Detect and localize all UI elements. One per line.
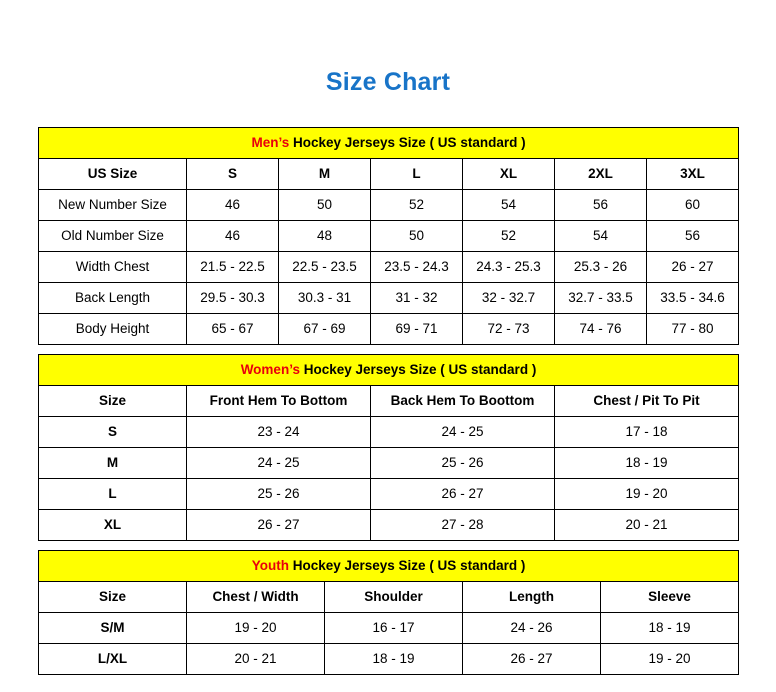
womens-row-0-cell-2: 24 - 25 (371, 417, 555, 448)
mens-row-2-cell-2: 22.5 - 23.5 (279, 252, 371, 283)
mens-row-3-cell-5: 32.7 - 33.5 (555, 283, 647, 314)
table-row (39, 283, 739, 314)
section-divider-1 (38, 345, 738, 354)
mens-row-4-cell-2: 67 - 69 (279, 314, 371, 345)
mens-row-4-label: Body Height (39, 314, 187, 345)
mens-row-1-cell-5: 54 (555, 221, 647, 252)
womens-row-2-cell-2: 26 - 27 (371, 479, 555, 510)
mens-row-0-cell-2: 50 (279, 190, 371, 221)
youth-col-4: Sleeve (601, 582, 739, 613)
womens-row-0-label: S (39, 417, 187, 448)
youth-row-1-cell-4: 19 - 20 (601, 644, 739, 675)
youth-row-1-cell-2: 18 - 19 (325, 644, 463, 675)
mens-row-4-cell-6: 77 - 80 (647, 314, 739, 345)
mens-column-header-row (39, 159, 739, 190)
table-row (39, 190, 739, 221)
youth-section-header (39, 551, 739, 582)
womens-row-2-cell-1: 25 - 26 (187, 479, 371, 510)
womens-row-3-cell-2: 27 - 28 (371, 510, 555, 541)
mens-row-4-cell-5: 74 - 76 (555, 314, 647, 345)
youth-row-0-cell-4: 18 - 19 (601, 613, 739, 644)
youth-column-header-row (39, 582, 739, 613)
size-chart-tables (38, 127, 738, 675)
womens-column-header-row (39, 386, 739, 417)
mens-row-0-cell-1: 46 (187, 190, 279, 221)
youth-row-1-cell-3: 26 - 27 (463, 644, 601, 675)
womens-row-3-cell-1: 26 - 27 (187, 510, 371, 541)
table-row (39, 479, 739, 510)
youth-size-table (38, 550, 739, 675)
youth-col-0: Size (39, 582, 187, 613)
mens-row-3-cell-6: 33.5 - 34.6 (647, 283, 739, 314)
youth-col-1: Chest / Width (187, 582, 325, 613)
mens-row-3-cell-3: 31 - 32 (371, 283, 463, 314)
youth-col-2: Shoulder (325, 582, 463, 613)
youth-section-header-row (39, 551, 739, 582)
womens-row-3-cell-3: 20 - 21 (555, 510, 739, 541)
mens-row-2-cell-4: 24.3 - 25.3 (463, 252, 555, 283)
mens-row-4-cell-3: 69 - 71 (371, 314, 463, 345)
mens-row-1-cell-2: 48 (279, 221, 371, 252)
womens-section-header-row (39, 355, 739, 386)
mens-section-header-row (39, 128, 739, 159)
table-row (39, 314, 739, 345)
youth-col-3: Length (463, 582, 601, 613)
table-row (39, 644, 739, 675)
womens-section-header (39, 355, 739, 386)
mens-col-1: S (187, 159, 279, 190)
table-row (39, 613, 739, 644)
womens-row-1-cell-1: 24 - 25 (187, 448, 371, 479)
mens-row-0-cell-6: 60 (647, 190, 739, 221)
mens-row-2-cell-1: 21.5 - 22.5 (187, 252, 279, 283)
table-row (39, 510, 739, 541)
mens-row-1-cell-3: 50 (371, 221, 463, 252)
womens-col-1: Front Hem To Bottom (187, 386, 371, 417)
womens-col-3: Chest / Pit To Pit (555, 386, 739, 417)
mens-row-2-cell-6: 26 - 27 (647, 252, 739, 283)
womens-section-rest-label: Hockey Jerseys Size ( US standard ) (299, 362, 537, 378)
womens-section-accent-label: Women’s (240, 362, 300, 378)
mens-row-1-label: Old Number Size (39, 221, 187, 252)
womens-col-2: Back Hem To Boottom (371, 386, 555, 417)
mens-row-1-cell-4: 52 (463, 221, 555, 252)
youth-section-accent-label: Youth (251, 558, 289, 574)
mens-col-4: XL (463, 159, 555, 190)
page-title: Size Chart (325, 68, 451, 96)
womens-row-3-label: XL (39, 510, 187, 541)
mens-row-1-cell-1: 46 (187, 221, 279, 252)
mens-size-table (38, 127, 739, 345)
womens-size-table (38, 354, 739, 541)
youth-row-1-cell-1: 20 - 21 (187, 644, 325, 675)
youth-row-0-label: S/M (39, 613, 187, 644)
mens-section-accent-label: Men’s (251, 135, 290, 151)
womens-row-0-cell-1: 23 - 24 (187, 417, 371, 448)
mens-row-3-label: Back Length (39, 283, 187, 314)
mens-section-rest-label: Hockey Jerseys Size ( US standard ) (289, 135, 526, 151)
mens-row-1-cell-6: 56 (647, 221, 739, 252)
youth-row-0-cell-1: 19 - 20 (187, 613, 325, 644)
mens-row-0-cell-3: 52 (371, 190, 463, 221)
mens-row-3-cell-4: 32 - 32.7 (463, 283, 555, 314)
mens-row-4-cell-4: 72 - 73 (463, 314, 555, 345)
mens-section-header (39, 128, 739, 159)
table-row (39, 221, 739, 252)
mens-row-2-label: Width Chest (39, 252, 187, 283)
mens-col-6: 3XL (647, 159, 739, 190)
section-divider-2 (38, 541, 738, 550)
mens-row-4-cell-1: 65 - 67 (187, 314, 279, 345)
table-row (39, 448, 739, 479)
mens-row-0-label: New Number Size (39, 190, 187, 221)
mens-col-0: US Size (39, 159, 187, 190)
mens-row-0-cell-5: 56 (555, 190, 647, 221)
table-row (39, 252, 739, 283)
mens-row-2-cell-5: 25.3 - 26 (555, 252, 647, 283)
womens-row-1-label: M (39, 448, 187, 479)
mens-row-0-cell-4: 54 (463, 190, 555, 221)
youth-section-rest-label: Hockey Jerseys Size ( US standard ) (288, 558, 526, 574)
womens-row-0-cell-3: 17 - 18 (555, 417, 739, 448)
mens-row-2-cell-3: 23.5 - 24.3 (371, 252, 463, 283)
mens-col-5: 2XL (555, 159, 647, 190)
youth-row-0-cell-2: 16 - 17 (325, 613, 463, 644)
mens-row-3-cell-2: 30.3 - 31 (279, 283, 371, 314)
mens-row-3-cell-1: 29.5 - 30.3 (187, 283, 279, 314)
womens-row-2-cell-3: 19 - 20 (555, 479, 739, 510)
youth-row-1-label: L/XL (39, 644, 187, 675)
womens-row-2-label: L (39, 479, 187, 510)
womens-col-0: Size (39, 386, 187, 417)
womens-row-1-cell-2: 25 - 26 (371, 448, 555, 479)
table-row (39, 417, 739, 448)
mens-col-3: L (371, 159, 463, 190)
youth-row-0-cell-3: 24 - 26 (463, 613, 601, 644)
womens-row-1-cell-3: 18 - 19 (555, 448, 739, 479)
mens-col-2: M (279, 159, 371, 190)
